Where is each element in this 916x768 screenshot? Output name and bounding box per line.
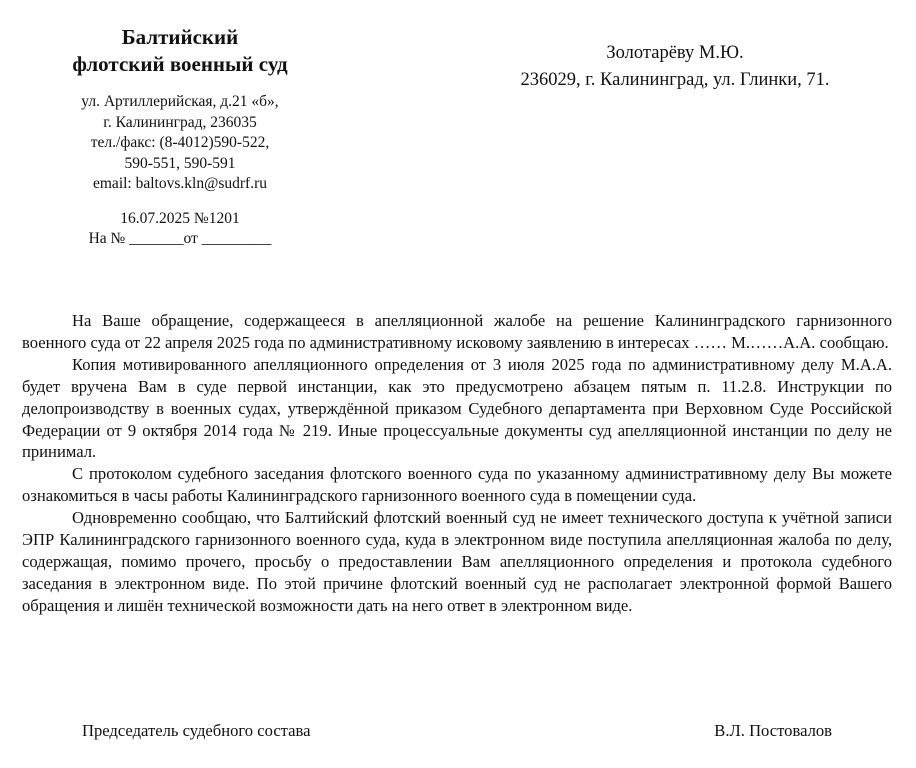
outgoing-date-number: 16.07.2025 №1201 [120, 209, 240, 227]
sender-block [30, 24, 330, 249]
sender-org-name [30, 24, 330, 78]
registration-block [30, 209, 330, 249]
body-paragraph: На Ваше обращение, содержащееся в апелляционной жалобе на решение Калининградского гарнизонного военного суда от 22 апреля 2025 года по административному исковому заявлению в интересах …… М.……А.А. сообщаю. [22, 311, 892, 352]
sender-phone-line2: 590-551, 590-591 [124, 154, 236, 172]
signature-block [82, 720, 832, 742]
sender-contacts [30, 92, 330, 195]
body-paragraph: Копия мотивированного апелляционного определения от 3 июля 2025 года по административному делу М.А.А. будет вручена Вам в суде первой инстанции, как это предусмотрено абзацем пятым п. 11.2.8. Инструкции по делопроизводству в военных судах, утверждённой приказом Судебного департамента при Верховном Суде Российской Федерации от 9 октября 2014 года № 219. Иные процессуальные документы суд апелляционной инстанции по делу не принимал. [22, 354, 892, 462]
sender-address-line1: ул. Артиллерийская, д.21 «б», [81, 93, 279, 110]
body-paragraph: С протоколом судебного заседания флотского военного суда по указанному административному делу Вы можете ознакомиться в часы работы Калининградского гарнизонного военного суда в помещении суда. [22, 464, 892, 506]
sender-email: email: baltovs.kln@sudrf.ru [93, 175, 267, 192]
body-paragraph: Одновременно сообщаю, что Балтийский флотский военный суд не имеет технического доступа к учётной записи ЭПР Калининградского гарнизонного военного суда, куда в электронном виде поступила апелляционная жалоба по делу, содержащая, помимо прочего, просьбу о предоставлении Вам апелляционного определения и протокола судебного заседания в электронном виде. По этой причине флотский военный суд не располагает электронной формой Вашего обращения и лишён технической возможности дать на него ответ в электронном виде. [22, 508, 892, 615]
recipient-name: Золотарёву М.Ю. [606, 43, 744, 63]
recipient-block [440, 40, 910, 94]
sender-name-line2: флотский военный суд [72, 52, 288, 76]
sender-address-line2: г. Калининград, 236035 [103, 113, 257, 131]
signatory-title: Председатель судебного состава [82, 721, 311, 740]
letter-body [22, 310, 892, 617]
incoming-ref-line: На № _______от _________ [88, 229, 272, 247]
sender-phone-line1: тел./факс: (8-4012)590-522, [90, 134, 270, 151]
sender-name-line1: Балтийский [121, 25, 239, 49]
signatory-name: В.Л. Постовалов [714, 721, 832, 740]
recipient-address: 236029, г. Калининград, ул. Глинки, 71. [520, 70, 830, 90]
